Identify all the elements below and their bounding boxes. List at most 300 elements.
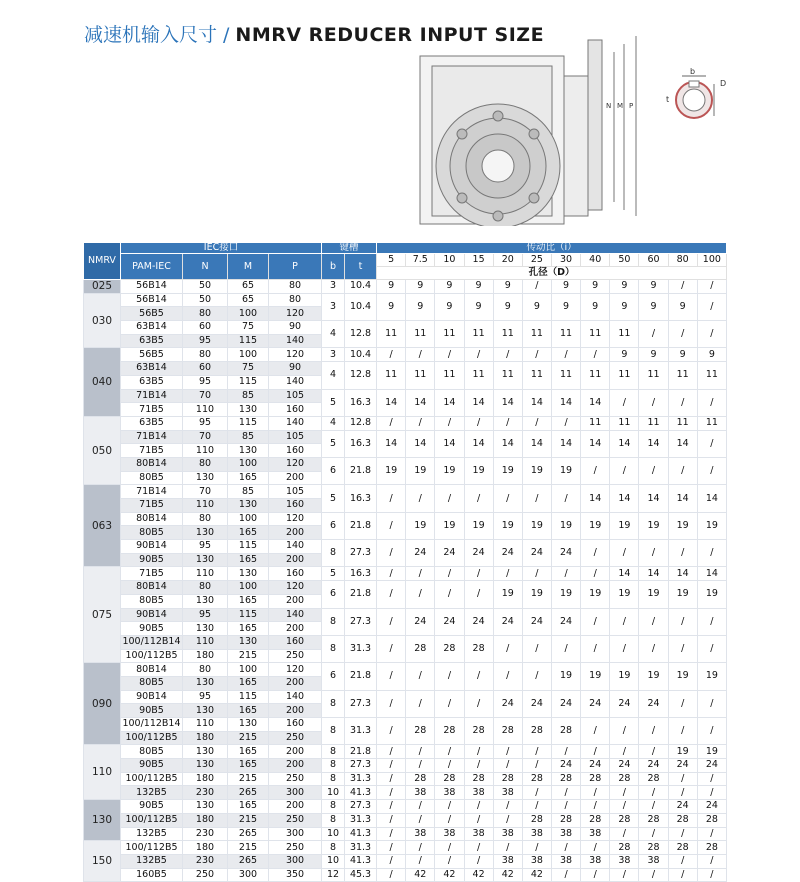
bore-cell: 28 bbox=[581, 772, 610, 786]
bore-cell: 11 bbox=[697, 362, 726, 389]
bore-cell: / bbox=[464, 745, 493, 759]
bore-cell: / bbox=[639, 321, 668, 348]
m-cell: 85 bbox=[228, 485, 269, 499]
bore-cell: / bbox=[377, 512, 406, 539]
m-cell: 115 bbox=[228, 540, 269, 554]
p-cell: 140 bbox=[269, 416, 322, 430]
n-cell: 50 bbox=[183, 293, 228, 307]
bore-cell: 19 bbox=[581, 663, 610, 690]
bore-cell: 14 bbox=[435, 389, 464, 416]
n-cell: 80 bbox=[183, 457, 228, 471]
bore-cell: / bbox=[435, 690, 464, 717]
bore-cell: / bbox=[639, 540, 668, 567]
bore-cell: 28 bbox=[610, 841, 639, 855]
bore-cell: / bbox=[610, 457, 639, 484]
bore-cell: 9 bbox=[406, 293, 435, 320]
bore-cell: 9 bbox=[610, 280, 639, 294]
n-cell: 230 bbox=[183, 827, 228, 841]
nmrv-size-cell: 030 bbox=[84, 293, 121, 348]
bore-cell: / bbox=[697, 540, 726, 567]
bore-cell: 28 bbox=[697, 841, 726, 855]
ratio-80: 80 bbox=[668, 254, 697, 267]
key-b-cell: 10 bbox=[322, 827, 345, 841]
table-row bbox=[84, 690, 727, 704]
bore-cell: / bbox=[610, 389, 639, 416]
bore-cell: / bbox=[551, 348, 580, 362]
m-cell: 75 bbox=[228, 321, 269, 335]
p-cell: 105 bbox=[269, 430, 322, 444]
bore-cell: 9 bbox=[639, 348, 668, 362]
bore-cell: 28 bbox=[435, 718, 464, 745]
key-t-cell: 10.4 bbox=[345, 293, 377, 320]
table-row bbox=[84, 293, 727, 307]
p-cell: 120 bbox=[269, 457, 322, 471]
header-ratio: 传动比（i） bbox=[377, 243, 727, 254]
bore-cell: 9 bbox=[435, 280, 464, 294]
bore-cell: 9 bbox=[697, 348, 726, 362]
bore-cell: / bbox=[522, 786, 551, 800]
n-cell: 60 bbox=[183, 362, 228, 376]
bore-cell: / bbox=[377, 485, 406, 512]
bore-cell: / bbox=[668, 827, 697, 841]
m-cell: 165 bbox=[228, 594, 269, 608]
bore-cell: 11 bbox=[610, 416, 639, 430]
bore-cell: / bbox=[697, 321, 726, 348]
header-m: M bbox=[228, 254, 269, 280]
bore-cell: 28 bbox=[435, 635, 464, 662]
reducer-drawing bbox=[418, 16, 648, 226]
m-cell: 165 bbox=[228, 800, 269, 814]
bore-cell: 19 bbox=[697, 663, 726, 690]
p-cell: 200 bbox=[269, 471, 322, 485]
key-b-cell: 10 bbox=[322, 786, 345, 800]
key-t-cell: 21.8 bbox=[345, 512, 377, 539]
bore-cell: / bbox=[377, 827, 406, 841]
bore-cell: / bbox=[377, 690, 406, 717]
n-cell: 70 bbox=[183, 485, 228, 499]
bore-cell: 11 bbox=[610, 362, 639, 389]
bore-cell: 19 bbox=[551, 457, 580, 484]
p-cell: 200 bbox=[269, 800, 322, 814]
bore-cell: / bbox=[493, 841, 522, 855]
m-cell: 85 bbox=[228, 430, 269, 444]
bore-cell: 14 bbox=[610, 567, 639, 581]
shaft-label-b: b bbox=[690, 67, 696, 76]
n-cell: 95 bbox=[183, 375, 228, 389]
pam-iec-cell: 100/112B5 bbox=[121, 813, 183, 827]
key-t-cell: 21.8 bbox=[345, 663, 377, 690]
bore-cell: / bbox=[697, 280, 726, 294]
bore-cell: 28 bbox=[551, 718, 580, 745]
bore-cell: 9 bbox=[581, 280, 610, 294]
key-t-cell: 31.3 bbox=[345, 718, 377, 745]
key-t-cell: 21.8 bbox=[345, 457, 377, 484]
n-cell: 130 bbox=[183, 526, 228, 540]
m-cell: 130 bbox=[228, 567, 269, 581]
key-b-cell: 4 bbox=[322, 362, 345, 389]
header-p: P bbox=[269, 254, 322, 280]
pam-iec-cell: 100/112B5 bbox=[121, 649, 183, 663]
pam-iec-cell: 132B5 bbox=[121, 786, 183, 800]
bore-cell: 19 bbox=[406, 457, 435, 484]
bore-cell: / bbox=[697, 718, 726, 745]
bore-cell: 24 bbox=[668, 800, 697, 814]
bore-cell: / bbox=[377, 567, 406, 581]
bore-cell: / bbox=[377, 416, 406, 430]
p-cell: 105 bbox=[269, 389, 322, 403]
p-cell: 120 bbox=[269, 348, 322, 362]
key-b-cell: 8 bbox=[322, 800, 345, 814]
bore-cell: 9 bbox=[377, 280, 406, 294]
m-cell: 115 bbox=[228, 690, 269, 704]
bore-cell: 19 bbox=[697, 512, 726, 539]
bore-cell: 19 bbox=[610, 663, 639, 690]
bore-cell: / bbox=[406, 800, 435, 814]
bore-cell: 19 bbox=[406, 512, 435, 539]
pam-iec-cell: 63B14 bbox=[121, 362, 183, 376]
n-cell: 130 bbox=[183, 594, 228, 608]
bore-cell: 28 bbox=[406, 718, 435, 745]
bore-cell: 11 bbox=[610, 321, 639, 348]
table-row bbox=[84, 772, 727, 786]
p-cell: 200 bbox=[269, 526, 322, 540]
bore-cell: / bbox=[377, 813, 406, 827]
bore-cell: / bbox=[668, 690, 697, 717]
bore-cell: 38 bbox=[464, 827, 493, 841]
pam-iec-cell: 71B14 bbox=[121, 485, 183, 499]
nmrv-size-cell: 075 bbox=[84, 567, 121, 663]
p-cell: 90 bbox=[269, 321, 322, 335]
bore-cell: 24 bbox=[464, 540, 493, 567]
bore-cell: 9 bbox=[493, 280, 522, 294]
table-row bbox=[84, 786, 727, 800]
bore-cell: 38 bbox=[551, 854, 580, 868]
m-cell: 165 bbox=[228, 704, 269, 718]
bore-cell: 24 bbox=[551, 608, 580, 635]
bore-cell: 24 bbox=[522, 690, 551, 717]
bore-cell: / bbox=[377, 786, 406, 800]
bore-cell: 9 bbox=[610, 293, 639, 320]
ratio-60: 60 bbox=[639, 254, 668, 267]
bore-cell: / bbox=[377, 854, 406, 868]
n-cell: 60 bbox=[183, 321, 228, 335]
input-size-table bbox=[83, 242, 727, 882]
n-cell: 95 bbox=[183, 690, 228, 704]
key-t-cell: 41.3 bbox=[345, 827, 377, 841]
bore-cell: 24 bbox=[493, 690, 522, 717]
ratio-5: 5 bbox=[377, 254, 406, 267]
nmrv-size-cell: 090 bbox=[84, 663, 121, 745]
bore-cell: / bbox=[551, 800, 580, 814]
bore-cell: 19 bbox=[435, 512, 464, 539]
bore-cell: 28 bbox=[610, 772, 639, 786]
p-cell: 200 bbox=[269, 745, 322, 759]
bore-cell: 14 bbox=[493, 430, 522, 457]
n-cell: 80 bbox=[183, 512, 228, 526]
bore-cell: 19 bbox=[668, 512, 697, 539]
key-t-cell: 41.3 bbox=[345, 854, 377, 868]
bore-cell: 11 bbox=[551, 362, 580, 389]
bore-cell: / bbox=[435, 416, 464, 430]
bore-cell: 9 bbox=[522, 293, 551, 320]
table-row bbox=[84, 581, 727, 595]
bore-cell: / bbox=[464, 348, 493, 362]
table-row bbox=[84, 430, 727, 444]
bore-cell: 19 bbox=[639, 663, 668, 690]
bore-cell: / bbox=[406, 854, 435, 868]
bore-cell: / bbox=[522, 745, 551, 759]
shaft-label-d: D bbox=[720, 79, 727, 88]
key-t-cell: 10.4 bbox=[345, 348, 377, 362]
bore-cell: 38 bbox=[464, 786, 493, 800]
pam-iec-cell: 100/112B14 bbox=[122, 636, 181, 648]
bore-cell: / bbox=[377, 581, 406, 608]
key-b-cell: 3 bbox=[322, 293, 345, 320]
bore-cell: 14 bbox=[522, 389, 551, 416]
bore-cell: / bbox=[610, 635, 639, 662]
bore-cell: 38 bbox=[581, 827, 610, 841]
table-row bbox=[84, 485, 727, 499]
bore-cell: 19 bbox=[464, 512, 493, 539]
key-t-cell: 27.3 bbox=[345, 759, 377, 773]
n-cell: 250 bbox=[183, 868, 228, 882]
ratio-15: 15 bbox=[464, 254, 493, 267]
bore-cell: 14 bbox=[377, 389, 406, 416]
table-body bbox=[84, 280, 727, 882]
bore-cell: 14 bbox=[668, 485, 697, 512]
bore-cell: 19 bbox=[581, 581, 610, 608]
bore-cell: / bbox=[435, 841, 464, 855]
bore-cell: 38 bbox=[435, 827, 464, 841]
pam-iec-cell: 100/112B5 bbox=[121, 731, 183, 745]
key-b-cell: 8 bbox=[322, 690, 345, 717]
n-cell: 110 bbox=[183, 635, 228, 649]
bore-cell: / bbox=[522, 348, 551, 362]
bore-cell: / bbox=[435, 663, 464, 690]
bore-cell: / bbox=[610, 786, 639, 800]
bore-cell: / bbox=[406, 841, 435, 855]
bore-cell: / bbox=[551, 868, 580, 882]
bore-cell: / bbox=[639, 786, 668, 800]
bore-cell: 28 bbox=[522, 813, 551, 827]
table-row bbox=[84, 389, 727, 403]
p-cell: 105 bbox=[269, 485, 322, 499]
bore-cell: 38 bbox=[406, 827, 435, 841]
m-cell: 65 bbox=[228, 280, 269, 294]
nmrv-size-cell: 130 bbox=[84, 800, 121, 841]
bore-cell: 24 bbox=[493, 608, 522, 635]
bore-cell: 11 bbox=[493, 321, 522, 348]
pam-iec-cell: 80B14 bbox=[121, 581, 183, 595]
bore-cell: / bbox=[551, 567, 580, 581]
bore-cell: 28 bbox=[639, 841, 668, 855]
key-b-cell: 4 bbox=[322, 321, 345, 348]
table-row bbox=[84, 841, 727, 855]
bore-cell: / bbox=[435, 581, 464, 608]
bore-cell: / bbox=[697, 827, 726, 841]
ratio-30: 30 bbox=[551, 254, 580, 267]
ratio-25: 25 bbox=[522, 254, 551, 267]
bore-cell: 38 bbox=[435, 786, 464, 800]
bore-cell: 24 bbox=[639, 690, 668, 717]
m-cell: 165 bbox=[228, 622, 269, 636]
key-t-cell: 21.8 bbox=[345, 581, 377, 608]
bore-cell: 28 bbox=[464, 635, 493, 662]
bore-cell: 24 bbox=[464, 608, 493, 635]
bore-cell: / bbox=[406, 567, 435, 581]
n-cell: 130 bbox=[183, 759, 228, 773]
bore-cell: 9 bbox=[377, 293, 406, 320]
bore-cell: 9 bbox=[668, 293, 697, 320]
title-chinese: 减速机输入尺寸 bbox=[84, 24, 218, 46]
bore-cell: 28 bbox=[668, 841, 697, 855]
bore-cell: 28 bbox=[435, 772, 464, 786]
pam-iec-cell: 90B14 bbox=[121, 540, 183, 554]
m-cell: 215 bbox=[228, 649, 269, 663]
n-cell: 95 bbox=[183, 540, 228, 554]
m-cell: 115 bbox=[228, 334, 269, 348]
bore-cell: / bbox=[551, 416, 580, 430]
pam-iec-cell: 100/112B5 bbox=[121, 841, 183, 855]
n-cell: 130 bbox=[183, 800, 228, 814]
bore-cell: 14 bbox=[406, 389, 435, 416]
n-cell: 110 bbox=[183, 567, 228, 581]
bore-cell: 11 bbox=[464, 321, 493, 348]
bore-cell: / bbox=[406, 813, 435, 827]
bore-cell: 14 bbox=[581, 389, 610, 416]
bore-cell: / bbox=[610, 800, 639, 814]
bore-cell: / bbox=[668, 635, 697, 662]
pam-iec-cell: 63B14 bbox=[121, 321, 183, 335]
bore-cell: / bbox=[697, 457, 726, 484]
bore-cell: 28 bbox=[639, 772, 668, 786]
bore-cell: 24 bbox=[522, 540, 551, 567]
key-t-cell: 31.3 bbox=[345, 813, 377, 827]
bore-cell: / bbox=[610, 827, 639, 841]
bore-cell: / bbox=[581, 800, 610, 814]
bore-cell: / bbox=[406, 759, 435, 773]
dim-n: N bbox=[606, 102, 612, 110]
nmrv-size-cell: 150 bbox=[84, 841, 121, 882]
bore-cell: 11 bbox=[551, 321, 580, 348]
key-b-cell: 8 bbox=[322, 540, 345, 567]
bore-cell: 9 bbox=[464, 280, 493, 294]
pam-iec-cell: 63B5 bbox=[121, 375, 183, 389]
key-t-cell: 10.4 bbox=[345, 280, 377, 294]
bore-cell: / bbox=[435, 854, 464, 868]
n-cell: 180 bbox=[183, 772, 228, 786]
bore-cell: / bbox=[406, 581, 435, 608]
pam-iec-cell: 71B14 bbox=[121, 430, 183, 444]
bore-cell: / bbox=[697, 690, 726, 717]
shaft-keyway-diagram bbox=[662, 66, 734, 126]
pam-iec-cell: 71B14 bbox=[121, 389, 183, 403]
bore-cell: 28 bbox=[697, 813, 726, 827]
bore-cell: / bbox=[668, 540, 697, 567]
bore-cell: / bbox=[551, 485, 580, 512]
bore-cell: 14 bbox=[464, 389, 493, 416]
key-t-cell: 12.8 bbox=[345, 321, 377, 348]
bore-cell: 11 bbox=[377, 362, 406, 389]
table-row bbox=[84, 800, 727, 814]
bore-cell: / bbox=[581, 745, 610, 759]
bore-cell: 24 bbox=[581, 690, 610, 717]
bore-cell: / bbox=[377, 540, 406, 567]
pam-iec-cell: 80B5 bbox=[121, 745, 183, 759]
key-b-cell: 8 bbox=[322, 718, 345, 745]
header-nmrv: NMRV bbox=[84, 243, 121, 280]
bore-cell: 42 bbox=[493, 868, 522, 882]
bore-cell: 38 bbox=[406, 786, 435, 800]
bore-cell: / bbox=[581, 635, 610, 662]
n-cell: 95 bbox=[183, 334, 228, 348]
bore-cell: 42 bbox=[464, 868, 493, 882]
table-row bbox=[84, 813, 727, 827]
bore-cell: / bbox=[464, 567, 493, 581]
pam-iec-cell: 80B14 bbox=[121, 663, 183, 677]
dim-p: P bbox=[629, 102, 634, 110]
bore-cell: 9 bbox=[581, 293, 610, 320]
bore-cell: 38 bbox=[493, 786, 522, 800]
key-b-cell: 12 bbox=[322, 868, 345, 882]
bore-cell: 11 bbox=[464, 362, 493, 389]
m-cell: 215 bbox=[228, 731, 269, 745]
bore-cell: / bbox=[610, 868, 639, 882]
table-row bbox=[84, 854, 727, 868]
bore-cell: / bbox=[406, 690, 435, 717]
bore-cell: / bbox=[406, 485, 435, 512]
m-cell: 115 bbox=[228, 416, 269, 430]
n-cell: 70 bbox=[183, 430, 228, 444]
bore-cell: / bbox=[464, 663, 493, 690]
bore-cell: / bbox=[551, 745, 580, 759]
p-cell: 250 bbox=[269, 841, 322, 855]
bore-cell: / bbox=[639, 800, 668, 814]
m-cell: 130 bbox=[228, 635, 269, 649]
header-row-2 bbox=[84, 254, 727, 267]
bore-cell: / bbox=[697, 608, 726, 635]
bore-cell: / bbox=[435, 813, 464, 827]
table-row bbox=[84, 759, 727, 773]
m-cell: 65 bbox=[228, 293, 269, 307]
bore-cell: / bbox=[697, 389, 726, 416]
bore-cell: 19 bbox=[493, 457, 522, 484]
n-cell: 50 bbox=[183, 280, 228, 294]
bore-cell: / bbox=[697, 430, 726, 457]
bore-cell: / bbox=[668, 786, 697, 800]
bore-cell: 14 bbox=[551, 430, 580, 457]
bore-cell: 11 bbox=[406, 362, 435, 389]
header-t: t bbox=[345, 254, 377, 280]
n-cell: 95 bbox=[183, 608, 228, 622]
p-cell: 350 bbox=[269, 868, 322, 882]
m-cell: 215 bbox=[228, 813, 269, 827]
pam-iec-cell: 56B5 bbox=[121, 307, 183, 321]
key-b-cell: 6 bbox=[322, 457, 345, 484]
pam-iec-cell: 80B5 bbox=[121, 594, 183, 608]
bore-cell: 19 bbox=[551, 663, 580, 690]
n-cell: 130 bbox=[183, 676, 228, 690]
header-n: N bbox=[183, 254, 228, 280]
key-b-cell: 8 bbox=[322, 772, 345, 786]
m-cell: 115 bbox=[228, 375, 269, 389]
bore-cell: 11 bbox=[435, 321, 464, 348]
bore-cell: / bbox=[639, 745, 668, 759]
key-b-cell: 8 bbox=[322, 608, 345, 635]
key-t-cell: 16.3 bbox=[345, 567, 377, 581]
nmrv-size-cell: 110 bbox=[84, 745, 121, 800]
key-b-cell: 8 bbox=[322, 813, 345, 827]
